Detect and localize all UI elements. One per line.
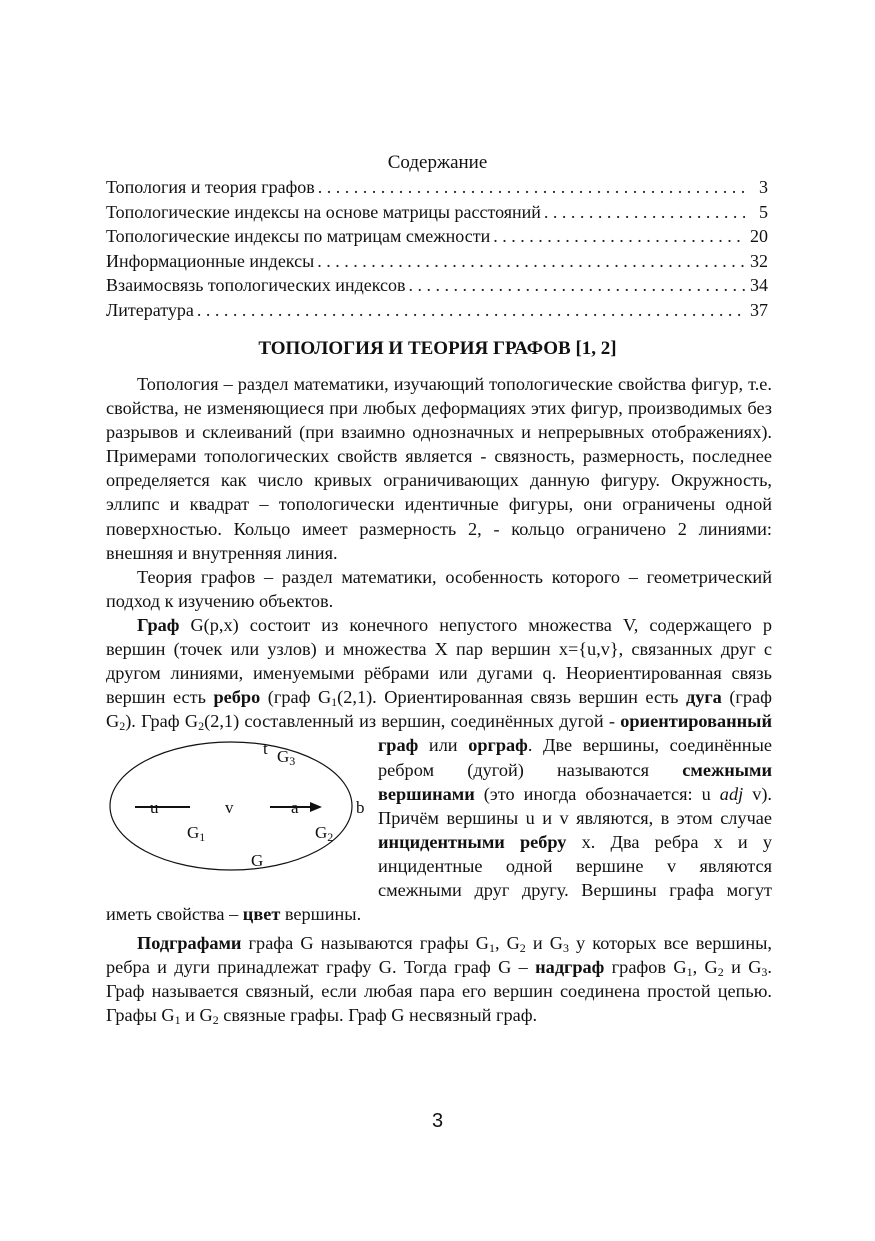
toc-item-page: 34 xyxy=(750,275,768,295)
paragraph-graph-theory: Теория графов – раздел математики, особенность которого – геометрический подход к изучению объектов. xyxy=(106,566,772,611)
vertex-b-label: b xyxy=(356,798,365,818)
paragraph-topology: Топология – раздел математики, изучающий топологические свойства фигур, т.е. свойства, не изменяющиеся при любых деформациях этих фигур, производимых без разрывов и склеиваний (при взаимно однозначных и непрерывных отображениях). Примерами топологических свойств является - связность, размерность, последнее определяется как число кривых ограничивающих данную фигуру. Окружность, эллипс и квадрат – топологически идентичные фигуры, они ограничены одной поверхностью. Кольцо имеет размерность 2, - кольцо ограничено 2 линиями: внешняя и внутренняя линия. xyxy=(106,374,772,563)
toc-item xyxy=(106,226,768,251)
vertex-u-label: u xyxy=(150,798,159,818)
toc-title: Содержание xyxy=(387,152,488,173)
toc-item-page: 3 xyxy=(759,177,768,197)
paragraph-subgraphs: Подграфами графа G называются графы $G_1$, $G_2$ и $G_3$ у которых все вершины, ребра и дуги принадлежат графу G. Тогда граф G – надграф графов $G_1$, $G_2$ и $G_3$. Граф называется связный, если любая пара его вершин соединена простой цепью. Графы $G_1$ и $G_2$ связные графы. Граф G несвязный граф. xyxy=(106,933,772,1028)
toc-item-label: Топология и теория графов xyxy=(106,177,315,197)
toc-item xyxy=(106,202,768,227)
toc-item xyxy=(106,177,768,202)
subgraph-g2-label: $G_2$ xyxy=(315,823,334,845)
toc-item-label: Топологические индексы на основе матрицы расстояний xyxy=(106,201,541,222)
arc-arrowhead-icon xyxy=(310,802,322,812)
section-heading: ТОПОЛОГИЯ И ТЕОРИЯ ГРАФОВ [1, 2] xyxy=(258,338,617,359)
subgraph-g3-label: $G_3$ xyxy=(277,747,296,769)
toc-item xyxy=(106,275,768,300)
graph-figure xyxy=(106,733,368,878)
toc-item xyxy=(106,300,768,325)
page-number: 3 xyxy=(431,1110,444,1132)
toc-item-label: Топологические индексы по матрицам смежности xyxy=(106,226,491,246)
toc-item-page: 20 xyxy=(750,226,768,246)
toc-item-page: 5 xyxy=(759,201,768,222)
toc-item-label: Информационные индексы xyxy=(106,250,315,271)
subgraph-g1-label: $G_1$ xyxy=(187,823,206,845)
toc-item-label: Литература xyxy=(106,299,194,320)
paragraph-graph-definition: Граф G(p,x) состоит из конечного непустого множества V, содержащего p вершин (точек или узлов) и множества X пар вершин x={u,v}, связанных друг с другом линиями, именуемыми рёбрами или дугами q. Неориентированная связь вершин есть ребро (граф $G_1(2,1)$. Ориентированная связь вершин есть дуга (граф $G_2$). Граф $G_2(2,1)$ составленный из вершин, соединённых дугой - ориентированный граф или t $G_3$ u v a b $G_1$ $G_2$ G орграф. Две вершины, соединённые ребром (дугой) называются смежными вершинами (это иногда обозначается: u adj v). Причём вершины u и v являются, в этом случае инцидентными ребру x. Два ребра x и y инцидентные одной вершине v являются смежными друг другу. Вершины графа могут иметь свойства – цвет вершины. xyxy=(106,614,773,925)
toc-item-page: 32 xyxy=(750,250,768,271)
vertex-v-label: v xyxy=(225,798,234,818)
toc-item xyxy=(106,251,768,276)
toc-item-label: Взаимосвязь топологических индексов xyxy=(106,275,406,295)
graph-g-label: G xyxy=(251,851,264,871)
vertex-t-label: t xyxy=(263,739,268,759)
vertex-a-label: a xyxy=(291,798,299,818)
body-text xyxy=(106,372,772,1028)
table-of-contents xyxy=(106,177,768,324)
toc-item-page: 37 xyxy=(750,299,768,320)
